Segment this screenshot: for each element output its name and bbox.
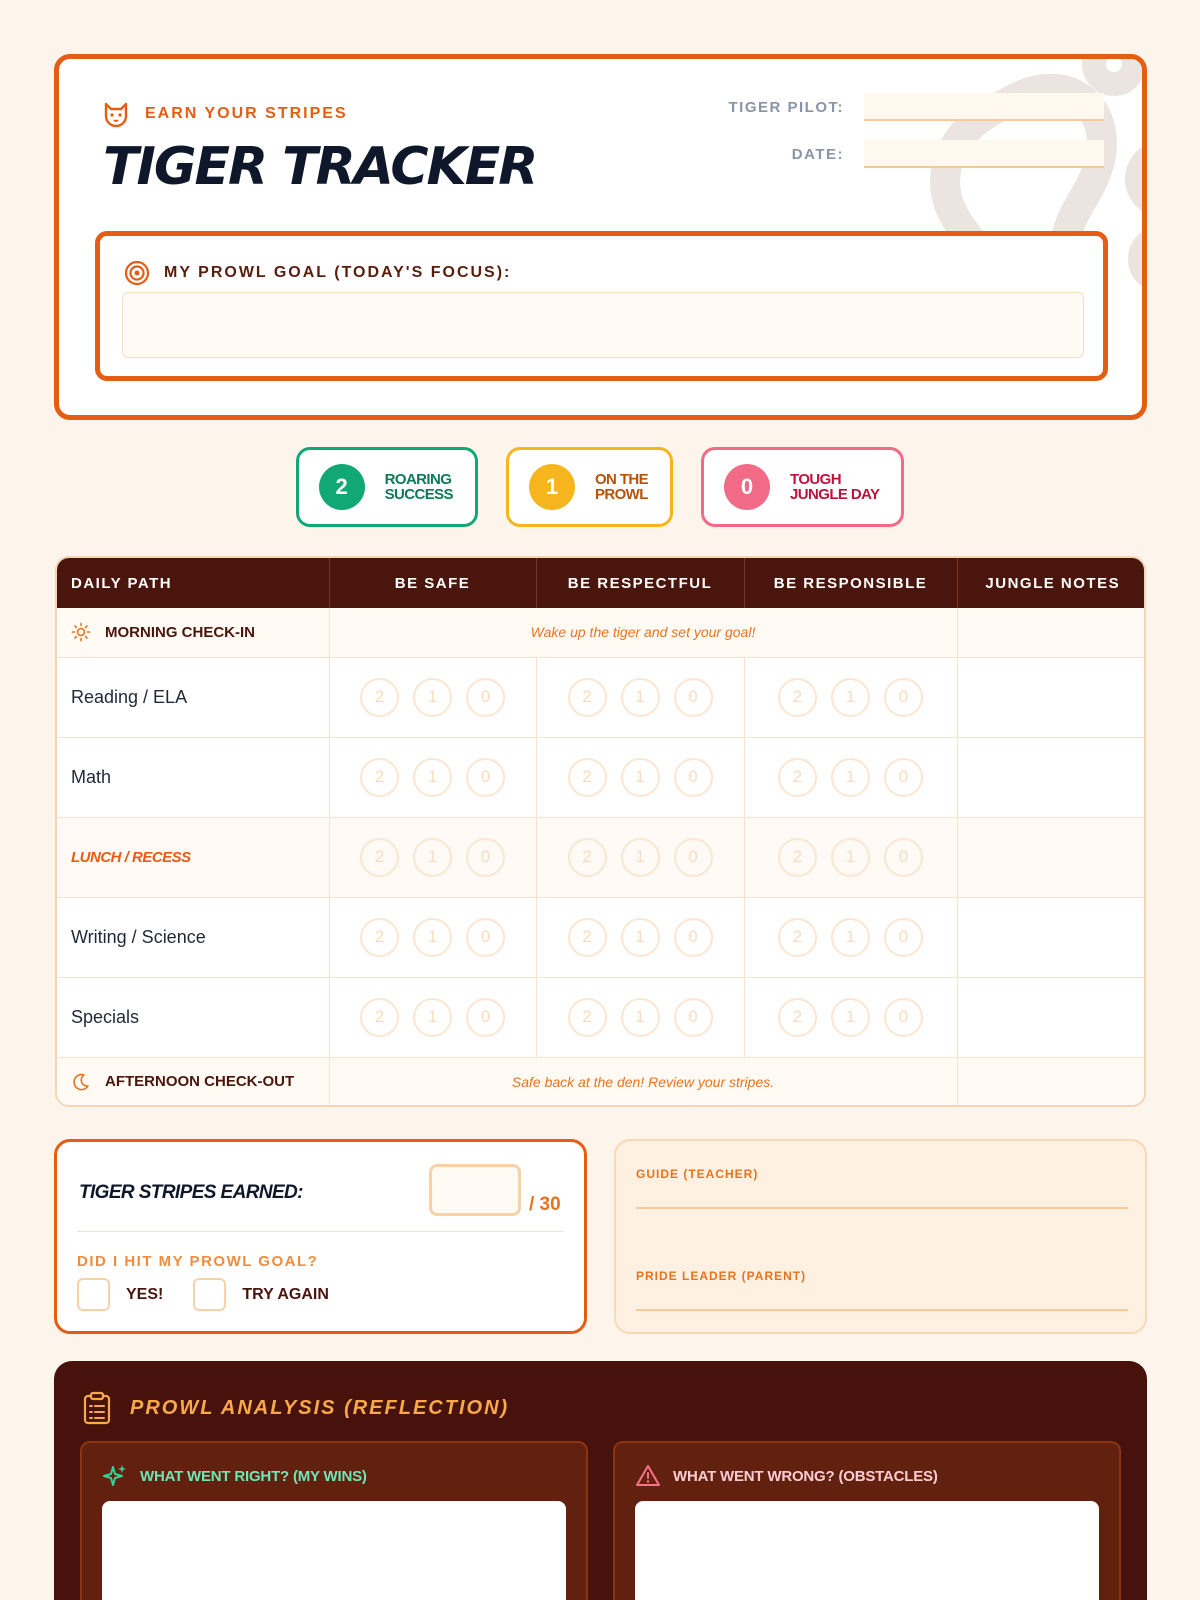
col-header-jungle-notes: JUNGLE NOTES	[957, 558, 1146, 608]
score-circle[interactable]: 2	[778, 678, 817, 717]
jungle-notes-cell[interactable]	[957, 897, 1146, 977]
score-circle[interactable]: 2	[778, 998, 817, 1037]
pilot-label: TIGER PILOT:	[728, 98, 844, 116]
prowl-goal-text: MY PROWL GOAL (TODAY'S FOCUS):	[164, 264, 512, 281]
score-circle[interactable]: 2	[778, 758, 817, 797]
wins-textarea[interactable]	[102, 1501, 566, 1600]
pilot-field[interactable]	[864, 93, 1104, 121]
jungle-notes-cell[interactable]	[957, 737, 1146, 817]
goal-question: DID I HIT MY PROWL GOAL?	[77, 1253, 319, 1270]
score-circle[interactable]: 0	[466, 838, 505, 877]
score-cell-be-responsible	[744, 897, 957, 977]
row-label: Specials	[71, 1006, 140, 1027]
score-circle[interactable]: 1	[831, 998, 870, 1037]
jungle-notes-cell[interactable]	[957, 608, 1146, 657]
score-circle[interactable]: 1	[831, 758, 870, 797]
score-options	[745, 758, 957, 797]
score-options	[537, 918, 744, 957]
jungle-notes-cell[interactable]	[957, 817, 1146, 897]
warning-icon	[635, 1463, 661, 1489]
wins-panel	[80, 1441, 588, 1600]
score-circle[interactable]: 1	[621, 758, 660, 797]
wins-label	[102, 1463, 367, 1489]
row-label: LUNCH / RECESS	[71, 848, 191, 866]
score-circle[interactable]: 1	[413, 998, 452, 1037]
obstacles-panel	[613, 1441, 1121, 1600]
pilot-row	[704, 93, 1104, 121]
afternoon-note: Safe back at the den! Review your stripes.	[329, 1057, 957, 1106]
score-circle[interactable]: 0	[884, 918, 923, 957]
score-cell-be-responsible	[744, 657, 957, 737]
reflection-title	[82, 1391, 509, 1425]
jungle-notes-cell[interactable]	[957, 977, 1146, 1057]
score-circle[interactable]: 1	[621, 998, 660, 1037]
legend-label: TOUGH JUNGLE DAY	[790, 471, 880, 503]
score-legend	[0, 447, 1200, 527]
yes-checkbox[interactable]	[77, 1278, 110, 1311]
score-options	[745, 918, 957, 957]
moon-icon	[71, 1072, 91, 1092]
wins-label-text: WHAT WENT RIGHT? (MY WINS)	[140, 1467, 367, 1485]
score-circle[interactable]: 0	[674, 998, 713, 1037]
score-circle[interactable]: 2	[568, 918, 607, 957]
prowl-goal-box	[95, 231, 1108, 381]
score-circle[interactable]: 0	[884, 758, 923, 797]
obstacles-textarea[interactable]	[635, 1501, 1099, 1600]
score-circle[interactable]: 2	[778, 918, 817, 957]
guide-signature-line[interactable]	[636, 1207, 1128, 1209]
try-again-label: TRY AGAIN	[242, 1285, 329, 1303]
score-circle[interactable]: 1	[413, 678, 452, 717]
score-circle[interactable]: 1	[413, 838, 452, 877]
score-circle[interactable]: 1	[413, 918, 452, 957]
row-label: Writing / Science	[71, 926, 206, 947]
stripes-total: / 30	[529, 1194, 561, 1215]
score-circle[interactable]: 2	[568, 758, 607, 797]
parent-label: PRIDE LEADER (PARENT)	[636, 1269, 807, 1283]
legend-badge: 2	[319, 464, 365, 510]
obstacles-label-text: WHAT WENT WRONG? (OBSTACLES)	[673, 1467, 938, 1485]
date-label: DATE:	[791, 145, 844, 163]
score-cell-be-safe	[329, 977, 536, 1057]
morning-checkin-label	[57, 622, 329, 642]
score-cell-be-respectful	[536, 657, 744, 737]
stripes-earned-input[interactable]	[429, 1164, 521, 1216]
jungle-notes-cell[interactable]	[957, 657, 1146, 737]
table-row-afternoon	[57, 1057, 1146, 1106]
score-options	[330, 998, 536, 1037]
score-cell-be-respectful	[536, 817, 744, 897]
table-row	[57, 817, 1146, 897]
score-options	[537, 838, 744, 877]
row-label: Reading / ELA	[71, 686, 188, 707]
score-cell-be-safe	[329, 897, 536, 977]
legend-item-tough-jungle-day	[701, 447, 904, 527]
score-cell-be-safe	[329, 657, 536, 737]
reflection-section	[54, 1361, 1147, 1600]
score-options	[745, 678, 957, 717]
sparkle-icon	[102, 1463, 128, 1489]
score-circle[interactable]: 2	[360, 838, 399, 877]
score-circle[interactable]: 1	[621, 678, 660, 717]
date-field[interactable]	[864, 140, 1104, 168]
score-options	[330, 678, 536, 717]
score-cell-be-safe	[329, 737, 536, 817]
target-icon	[124, 260, 150, 286]
score-circle[interactable]: 0	[466, 918, 505, 957]
score-circle[interactable]: 2	[360, 918, 399, 957]
try-again-checkbox[interactable]	[193, 1278, 226, 1311]
jungle-notes-cell[interactable]	[957, 1057, 1146, 1106]
score-circle[interactable]: 2	[360, 678, 399, 717]
table-row	[57, 897, 1146, 977]
col-header-be-responsible: BE RESPONSIBLE	[744, 558, 957, 608]
yes-option[interactable]	[77, 1278, 163, 1311]
score-circle[interactable]: 1	[621, 838, 660, 877]
header-card	[54, 54, 1147, 420]
legend-badge: 0	[724, 464, 770, 510]
goal-choices	[77, 1278, 329, 1311]
reflection-title-text: PROWL ANALYSIS (REFLECTION)	[130, 1396, 510, 1419]
sun-icon	[71, 622, 91, 642]
signature-card	[614, 1139, 1147, 1334]
stripes-earned-label: TIGER STRIPES EARNED:	[79, 1182, 303, 1203]
yes-label: YES!	[126, 1285, 164, 1303]
legend-label: ON THE PROWL	[594, 471, 649, 503]
morning-checkin-text: MORNING CHECK-IN	[105, 623, 255, 641]
afternoon-checkout-label	[57, 1072, 329, 1092]
score-circle[interactable]: 0	[466, 998, 505, 1037]
afternoon-checkout-text: AFTERNOON CHECK-OUT	[105, 1073, 295, 1090]
score-circle[interactable]: 2	[568, 998, 607, 1037]
legend-badge: 1	[529, 464, 575, 510]
score-options	[330, 838, 536, 877]
score-circle[interactable]: 2	[568, 838, 607, 877]
score-cell-be-safe	[329, 817, 536, 897]
score-cell-be-responsible	[744, 817, 957, 897]
obstacles-label	[635, 1463, 938, 1489]
table-row	[57, 977, 1146, 1057]
clipboard-icon	[82, 1391, 112, 1425]
date-row	[704, 140, 1104, 168]
score-options	[745, 838, 957, 877]
col-header-be-respectful: BE RESPECTFUL	[536, 558, 744, 608]
try-again-option[interactable]	[193, 1278, 329, 1311]
score-circle[interactable]: 1	[621, 918, 660, 957]
score-circle[interactable]: 1	[831, 678, 870, 717]
score-circle[interactable]: 0	[674, 838, 713, 877]
table-row	[57, 737, 1146, 817]
row-label: Math	[71, 766, 112, 787]
score-circle[interactable]: 2	[360, 758, 399, 797]
kicker-text: EARN YOUR STRIPES	[145, 105, 348, 122]
page-title: TIGER TRACKER	[103, 137, 537, 197]
col-header-be-safe: BE SAFE	[329, 558, 536, 608]
score-circle[interactable]: 0	[466, 758, 505, 797]
score-circle[interactable]: 1	[831, 838, 870, 877]
score-circle[interactable]: 2	[778, 838, 817, 877]
score-cell-be-respectful	[536, 897, 744, 977]
score-options	[537, 998, 744, 1037]
score-options	[537, 678, 744, 717]
guide-label: GUIDE (TEACHER)	[636, 1167, 759, 1181]
cat-icon	[101, 99, 131, 129]
score-circle[interactable]: 0	[674, 758, 713, 797]
parent-signature-line[interactable]	[636, 1309, 1128, 1311]
score-circle[interactable]: 2	[360, 998, 399, 1037]
stripes-score-card	[54, 1139, 587, 1334]
score-circle[interactable]: 1	[831, 918, 870, 957]
prowl-goal-input[interactable]	[122, 292, 1084, 358]
legend-item-on-the-prowl	[506, 447, 673, 527]
score-circle[interactable]: 0	[884, 998, 923, 1037]
score-cell-be-respectful	[536, 737, 744, 817]
score-cell-be-respectful	[536, 977, 744, 1057]
score-circle[interactable]: 1	[413, 758, 452, 797]
col-header-daily-path: DAILY PATH	[57, 558, 329, 608]
table-row-morning	[57, 608, 1146, 657]
score-circle[interactable]: 0	[884, 678, 923, 717]
score-circle[interactable]: 0	[674, 918, 713, 957]
behavior-table	[55, 556, 1146, 1107]
kicker	[101, 99, 348, 129]
legend-label: ROARING SUCCESS	[384, 471, 453, 503]
score-options	[537, 758, 744, 797]
score-options	[745, 998, 957, 1037]
score-circle[interactable]: 2	[568, 678, 607, 717]
score-circle[interactable]: 0	[674, 678, 713, 717]
divider	[77, 1231, 564, 1232]
score-cell-be-responsible	[744, 737, 957, 817]
score-options	[330, 758, 536, 797]
score-circle[interactable]: 0	[466, 678, 505, 717]
score-circle[interactable]: 0	[884, 838, 923, 877]
table-row	[57, 657, 1146, 737]
legend-item-roaring-success	[296, 447, 478, 527]
score-cell-be-responsible	[744, 977, 957, 1057]
score-options	[330, 918, 536, 957]
prowl-goal-label	[124, 260, 511, 286]
morning-note: Wake up the tiger and set your goal!	[329, 608, 957, 657]
